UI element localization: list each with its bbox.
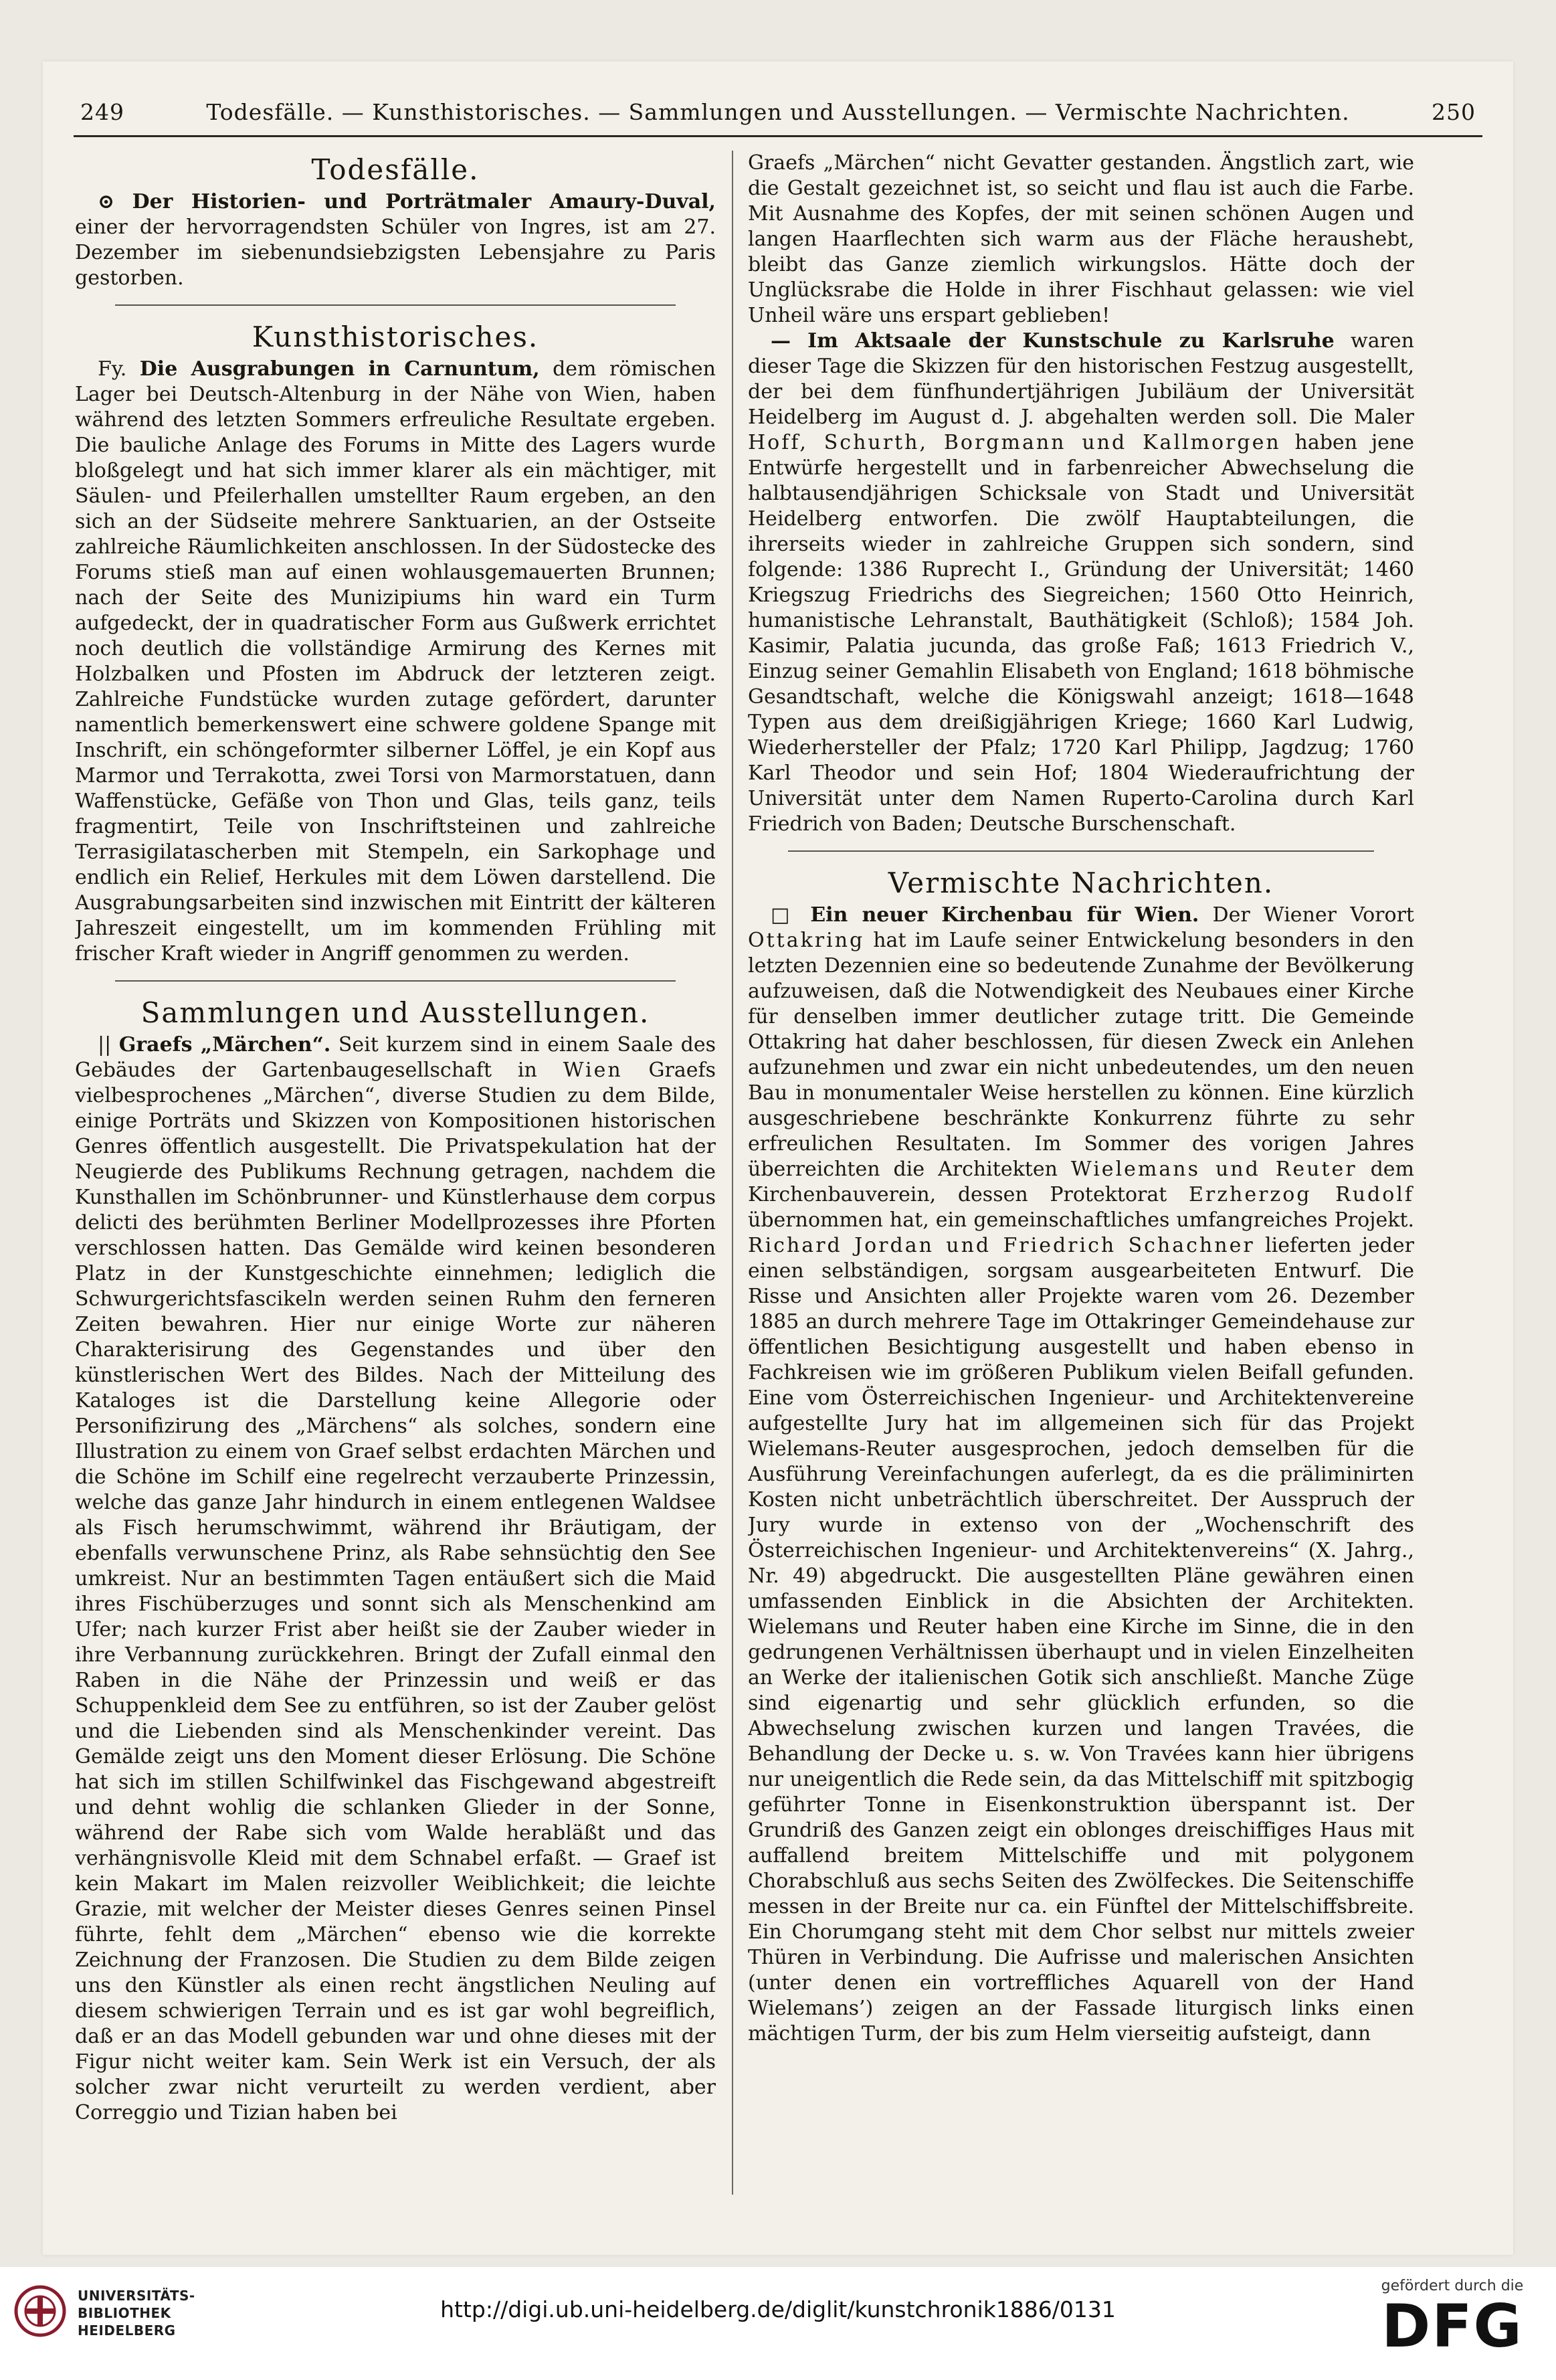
library-name-line: BIBLIOTHEK <box>78 2305 171 2321</box>
column-divider <box>732 151 733 2195</box>
dfg-logo: DFG <box>1381 2292 1523 2361</box>
page-header <box>80 99 1476 132</box>
permalink-url[interactable]: http://digi.ub.uni-heidelberg.de/diglit/kunstchronik1886/0131 <box>440 2296 1116 2322</box>
article-mark: ⊙ <box>98 190 115 213</box>
page-number-left: 249 <box>80 99 124 125</box>
article-body: Der Wiener Vorort <box>1212 903 1414 927</box>
patron-name: Erzherzog Rudolf <box>1188 1183 1414 1206</box>
section-heading-todesfaelle: Todesfälle. <box>311 153 480 186</box>
running-title: Todesfälle. — Kunsthistorisches. — Sammlungen und Ausstellungen. — Vermischte Nachrichten. <box>206 99 1350 125</box>
funder-logo[interactable] <box>1369 2278 1536 2371</box>
article-title: — Im Aktsaale der Kunstschule zu Karlsruhe <box>771 329 1335 353</box>
section-rule <box>115 980 676 982</box>
author-mark: Fy. <box>98 357 127 381</box>
library-name-line: UNIVERSITÄTS- <box>78 2288 195 2304</box>
article-karlsruhe <box>748 329 1414 837</box>
article-title: Der Historien- und Porträtmaler Amaury-Duval, <box>132 190 716 213</box>
article-body: dem Kirchenbauverein, dessen Protektorat <box>748 1158 1414 1206</box>
section-rule <box>115 304 676 306</box>
architect-names: Wielemans und Reuter <box>1070 1158 1357 1181</box>
article-body: lieferten jeder einen selbständigen, sorgsam ausgearbeiteten Entwurf. Die Risse und Ansichten aller Projekte waren vom 26. Dezember 1885 an durch mehrere Tage im Ottakringer Gemeindehause zur öffentlichen Besichtigung ausgestellt und haben ebenso in Fachkreisen wie im größeren Publikum vielen Beifall gefunden. Eine vom Österreichischen Ingenieur- und Architektenvereine aufgestellte Jury hat im allgemeinen sich für das Projekt Wielemans-Reuter ausgesprochen, jedoch demselben für die Ausführung Vereinfachungen auferlegt, da es die präliminirten Kosten nicht unbeträchtlich überschreitet. Der Ausspruch der Jury wurde in extenso von der „Wochenschrift des Österreichischen Ingenieur- und Architektenvereins“ (X. Jahrg., Nr. 49) abgedruckt. Die ausgestellten Pläne gewähren einen umfassenden Einblick in die Absichten der Architekten. Wielemans und Reuter haben eine Kirche im Sinne, die in den gedrungenen Verhältnissen überhaupt und in vielen Einzelheiten an Werke der italienischen Gotik sich anschließt. Manche Züge sind eigenartig und sehr glücklich erfunden, so die Abwechselung zwischen kurzen und langen Travées, die Behandlung der Decke u. s. w. Von Travées kann hier übrigens nur uneigentlich die Rede sein, da das Mittelschiff mit spitzbogig geführter Tonne in Eisenkonstruktion überspannt ist. Der Grundriß des Ganzen zeigt ein oblonges dreischiffiges Haus mit auffallend breitem Mittelschiffe und mit polygonem Chorabschluß aus sechs Seiten des Zwölfeckes. Die Seitenschiffe messen in der Breite nur ca. ein Fünftel der Mittelschiffsbreite. Ein Chorumgang steht mit dem Chor selbst nur mittels zweier Thüren in Verbindung. Die Aufrisse und malerischen Ansichten (unter denen ein vortreffliches Aquarell von der Hand Wielemans’) zeigen an der Fassade liturgisch links einen mächtigen Turm, der bis zum Helm vierseitig aufsteigt, dann <box>748 1234 1414 2045</box>
article-body: Seit kurzem sind in einem Saale des Gebäudes der Gartenbaugesellschaft in <box>75 1033 716 1082</box>
article-body: übernommen hat, ein gemeinschaftliches umfangreiches Projekt. <box>748 1208 1414 1232</box>
right-column <box>748 151 1414 2219</box>
article-title: Ein neuer Kirchenbau für Wien. <box>810 903 1199 927</box>
section-heading-kunsthistorisches: Kunsthistorisches. <box>252 321 539 353</box>
article-body: waren dieser Tage die Skizzen für den historischen Festzug ausgestellt, der bei dem fünfhundertjährigen Jubiläum der Universität Heidelberg im August d. J. abgehalten werden soll. Die Maler <box>748 329 1414 429</box>
funder-caption: gefördert durch die <box>1381 2278 1524 2294</box>
place-name: Wien <box>563 1059 623 1082</box>
viewer-footer <box>0 2267 1556 2380</box>
article-graef-maerchen <box>75 1032 716 2126</box>
article-body: haben jene Entwürfe hergestellt und in farbenreicher Abwechselung die halbtausendjährigen Schicksale von Stadt und Universität Heidelberg entworfen. Die zwölf Hauptabteilungen, die ihrerseits wieder in zahlreiche Gruppen sich sondern, sind folgende: 1386 Ruprecht I., Gründung der Universität; 1460 Kriegszug Friedrichs des Siegreichen; 1560 Otto Heinrich, humanistische Lehranstalt, Bauthätigkeit (Schloß); 1584 Joh. Kasimir, Palatia jucunda, das große Faß; 1613 Friedrich V., Einzug seiner Gemahlin Elisabeth von England; 1618 böhmische Gesandtschaft, welche die Königswahl anzeigt; 1618—1648 Typen aus dem dreißigjährigen Kriege; 1660 Karl Ludwig, Wiederhersteller der Pfalz; 1720 Karl Philipp, Jagdzug; 1760 Karl Theodor und sein Hof; 1804 Wiederaufrichtung der Universität unter dem Namen Ruperto-Carolina durch Karl Friedrich von Baden; Deutsche Burschenschaft. <box>748 431 1414 836</box>
author-mark: || <box>98 1033 112 1057</box>
left-column <box>75 151 716 2219</box>
article-body: Graefs vielbesprochenes „Märchen“, diverse Studien zu dem Bilde, einige Porträts und Skizzen von Kompositionen historischen Genres öffentlich ausgestellt. Die Privatspekulation hat der Neugierde des Publikums Rechnung getragen, nachdem die Kunsthallen im Schönbrunner- und Künstlerhause dem corpus delicti des berühmten Berliner Modellprozesses ihre Pforten verschlossen hatten. Das Gemälde wird keinen besonderen Platz in der Kunstgeschichte einnehmen; lediglich die Schwurgerichtsfascikeln werden seinen Ruhm den ferneren Zeiten bewahren. Hier nur einige Worte zur näheren Charakterisirung des Gegenstandes und über den künstlerischen Wert des Bildes. Nach der Mitteilung des Kataloges ist die Darstellung keine Allegorie oder Personifizirung des „Märchens“ als solches, sondern eine Illustration zu einem von Graef selbst erdachten Märchen und die Schöne im Schilf eine regelrecht verzauberte Prinzessin, welche das ganze Jahr hindurch in einem entlegenen Waldsee als Fisch herumschwimmt, während ihr Bräutigam, der ebenfalls verwunschene Prinz, als Rabe sehnsüchtig den See umkreist. Nur an bestimmten Tagen entäußert sich die Maid ihres Fischüberzuges und sonnt sich als Menschenkind am Ufer; nach kurzer Frist aber heißt sie der Zauber wieder in ihre Verbannung zurückkehren. Bringt der Zufall einmal den Raben in die Nähe der Prinzessin und weiß er das Schuppenkleid dem See zu entführen, so ist der Zauber gelöst und die Liebenden sind als Menschenkinder vereint. Das Gemälde zeigt uns den Moment dieser Erlösung. Die Schöne hat sich im stillen Schilfwinkel das Fischgewand abgestreift und dehnt wohlig die schlanken Glieder in der Sonne, während der Rabe sich vom Walde herabläßt und das verhängnisvolle Kleid mit dem Schnabel erfaßt. — Graef ist kein Makart im Malen reizvoller Weiblichkeit; die leichte Grazie, mit welcher der Meister dieses Genres seinen Pinsel führte, fehlt dem „Märchen“ ebenso wie die korrekte Zeichnung der Franzosen. Die Studien zu dem Bilde zeigen uns den Künstler als einen recht ängstlichen Neuling auf diesem schwierigen Terrain und es ist gar wohl begreiflich, daß er an das Modell gebunden war und ohne dieses mit der Figur nicht weiter kam. Sein Werk ist ein Versuch, der als solcher zwar nicht verurteilt zu werden verdient, aber Correggio und Tizian haben bei <box>75 1059 716 2124</box>
article-continuation: Graefs „Märchen“ nicht Gevatter gestanden. Ängstlich zart, wie die Gestalt gezeichnet ist, so seicht und flau ist auch die Farbe. Mit Ausnahme des Kopfes, der mit seinen schönen Augen und langen Haarflechten sich warm aus der Fläche heraushebt, bleibt das Ganze ziemlich wirkungslos. Hätte doch der Unglücksrabe die Holde in ihrer Fischhaut gelassen: wie viel Unheil wäre uns erspart geblieben! <box>748 151 1414 327</box>
section-heading-sammlungen: Sammlungen und Ausstellungen. <box>140 996 650 1029</box>
article-body: dem römischen Lager bei Deutsch-Altenburg in der Nähe von Wien, haben während des letzten Sommers erfreuliche Resultate ergeben. Die bauliche Anlage des Forums in Mitte des Lagers wurde bloßgelegt und hat sich immer klarer als ein mächtiger, mit Säulen- und Pfeilerhallen umstellter Raum ergeben, an den sich an der Südseite mehrere Sanktuarien, an der Ostseite zahlreiche Räumlichkeiten anschlossen. In der Südostecke des Forums stieß man auf einen wohlausgemauerten Brunnen; nach der Seite des Munizipiums hin ward ein Turm aufgedeckt, der in quadratischer Form aus Gußwerk errichtet noch deutlich die vollständige Armirung des Kernes mit Holzbalken und Pfosten im Abdruck der letzteren zeigt. Zahlreiche Fundstücke wurden zutage gefördert, darunter namentlich bemerkenswert eine schwere goldene Spange mit Inschrift, ein schöngeformter silberner Löffel, je ein Kopf aus Marmor und Terrakotta, zwei Torsi von Marmorstatuen, dann Waffenstücke, Gefäße von Thon und Glas, teils ganz, teils fragmentirt, Teile von Inschriftsteinen und zahlreiche Terrasigilatascherben mit Stempeln, ein Sarkophage und endlich ein Relief, Herkules mit dem Löwen darstellend. Die Ausgrabungsarbeiten sind inzwischen mit Eintritt der kälteren Jahreszeit eingestellt, um im kommenden Frühling mit frischer Kraft wieder in Angriff genommen zu werden. <box>75 357 716 966</box>
painter-names: Hoff, Schurth, Borgmann und Kallmorgen <box>748 431 1281 454</box>
architect-names: Richard Jordan und Friedrich Schachner <box>748 1234 1255 1257</box>
article-mark: □ <box>771 903 797 927</box>
place-name: Ottakring <box>748 929 865 952</box>
library-name-line: HEIDELBERG <box>78 2322 176 2339</box>
header-rule <box>74 135 1482 137</box>
article-title: Die Ausgrabungen in Carnuntum, <box>139 357 540 381</box>
page-number-right: 250 <box>1432 99 1476 125</box>
section-heading-vermischte: Vermischte Nachrichten. <box>888 866 1274 899</box>
article-carnuntum <box>75 357 716 967</box>
article-kirchenbau <box>748 903 1414 2047</box>
section-rule <box>788 850 1374 852</box>
article-body: einer der hervorragendsten Schüler von Ingres, ist am 27. Dezember im siebenundsiebzigsten Lebensjahre zu Paris gestorben. <box>75 215 716 290</box>
article-body: hat im Laufe seiner Entwickelung besonders in den letzten Dezennien eine so bedeutende Zunahme der Bevölkerung aufzuweisen, daß die Notwendigkeit des Neubaues einer Kirche für denselben immer deutlicher zutage tritt. Die Gemeinde Ottakring hat daher beschlossen, für diesen Zweck ein Anlehen aufzunehmen und zwar ein nicht unbedeutendes, um den neuen Bau in monumentaler Weise herstellen zu können. Eine kürzlich ausgeschriebene beschränkte Konkurrenz führte zu sehr erfreulichen Resultaten. Im Sommer des vorigen Jahres überreichten die Architekten <box>748 929 1414 1181</box>
article-todesfaelle <box>75 189 716 291</box>
article-title: Graefs „Märchen“. <box>118 1033 331 1057</box>
